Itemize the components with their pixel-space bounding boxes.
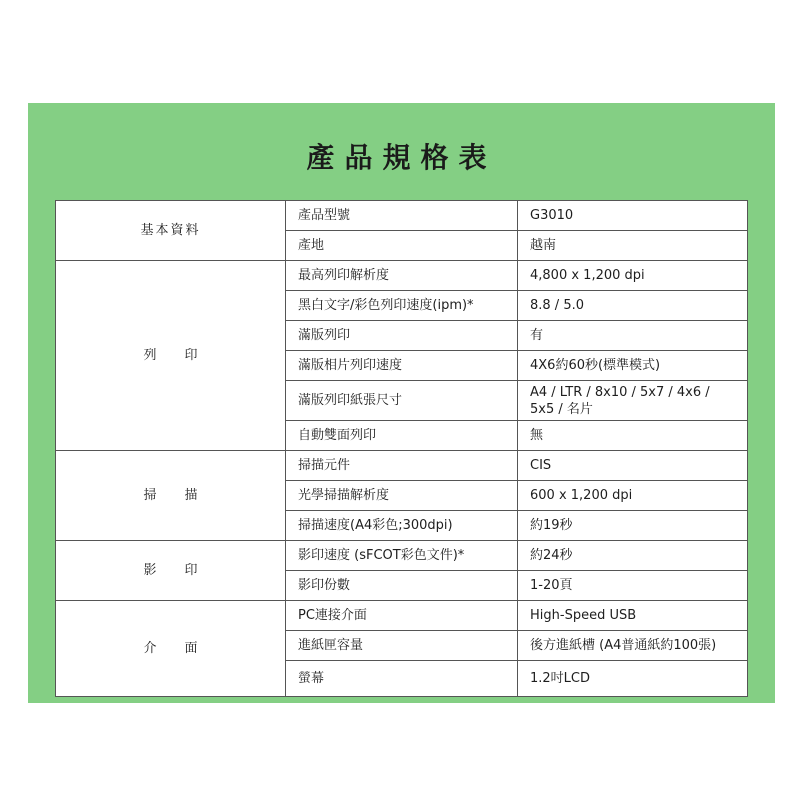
spec-label: 影印份數 xyxy=(286,571,518,601)
category-basic-info: 基本資料 xyxy=(56,201,286,261)
category-scan: 掃描 xyxy=(56,451,286,541)
category-print: 列印 xyxy=(56,261,286,451)
table-row xyxy=(56,601,748,631)
spec-value: 600 x 1,200 dpi xyxy=(518,481,748,511)
spec-value: 越南 xyxy=(518,231,748,261)
spec-value: 1.2吋LCD xyxy=(518,661,748,697)
table-row xyxy=(56,201,748,231)
spec-label: 產地 xyxy=(286,231,518,261)
category-copy: 影印 xyxy=(56,541,286,601)
spec-label: 滿版相片列印速度 xyxy=(286,351,518,381)
spec-value: CIS xyxy=(518,451,748,481)
spec-label: 光學掃描解析度 xyxy=(286,481,518,511)
spec-value: High-Speed USB xyxy=(518,601,748,631)
spec-value: 1-20頁 xyxy=(518,571,748,601)
table-row xyxy=(56,261,748,291)
spec-label: 掃描元件 xyxy=(286,451,518,481)
spec-value: 4X6約60秒(標準模式) xyxy=(518,351,748,381)
spec-label: 滿版列印紙張尺寸 xyxy=(286,381,518,421)
table-row xyxy=(56,451,748,481)
spec-value: 4,800 x 1,200 dpi xyxy=(518,261,748,291)
spec-value: 有 xyxy=(518,321,748,351)
spec-label: 黑白文字/彩色列印速度(ipm)* xyxy=(286,291,518,321)
spec-label: 螢幕 xyxy=(286,661,518,697)
spec-label: 自動雙面列印 xyxy=(286,421,518,451)
spec-value: 8.8 / 5.0 xyxy=(518,291,748,321)
spec-value: 約24秒 xyxy=(518,541,748,571)
spec-value: 無 xyxy=(518,421,748,451)
spec-label: PC連接介面 xyxy=(286,601,518,631)
category-interface: 介面 xyxy=(56,601,286,697)
spec-label: 掃描速度(A4彩色;300dpi) xyxy=(286,511,518,541)
spec-label: 產品型號 xyxy=(286,201,518,231)
spec-value: 後方進紙槽 (A4普通紙約100張) xyxy=(518,631,748,661)
spec-value: 約19秒 xyxy=(518,511,748,541)
spec-label: 進紙匣容量 xyxy=(286,631,518,661)
spec-panel xyxy=(28,103,775,703)
table-row xyxy=(56,541,748,571)
spec-label: 滿版列印 xyxy=(286,321,518,351)
page-title: 產品規格表 xyxy=(306,141,497,174)
spec-value: G3010 xyxy=(518,201,748,231)
spec-label: 影印速度 (sFCOT彩色文件)* xyxy=(286,541,518,571)
spec-label: 最高列印解析度 xyxy=(286,261,518,291)
spec-table xyxy=(55,200,748,697)
spec-value: A4 / LTR / 8x10 / 5x7 / 4x6 / 5x5 / 名片 xyxy=(518,381,748,421)
